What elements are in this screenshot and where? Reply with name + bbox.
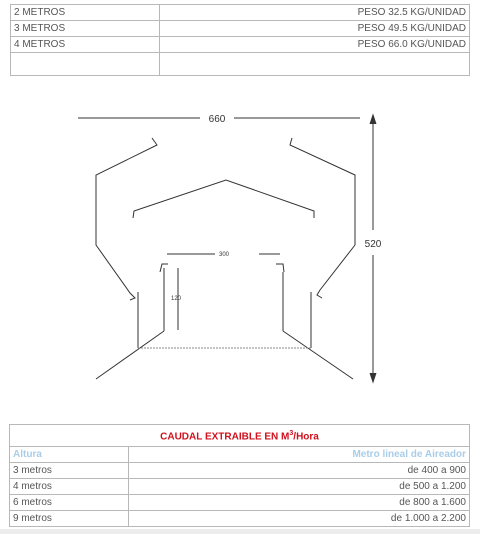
right-inner-flange [276, 264, 284, 272]
weight-cell: PESO 32.5 KG/UNIDAD [160, 5, 470, 21]
height-label: 520 [364, 239, 382, 250]
table-row [11, 21, 470, 37]
range-cell: de 400 a 900 [129, 463, 470, 479]
table-row-empty [11, 53, 470, 76]
inner-height-label: 120 [170, 296, 182, 302]
left-outer-wall [96, 138, 157, 300]
flow-capacity-table [9, 424, 470, 527]
roof-deflector [133, 180, 314, 218]
header-altura: Altura [10, 447, 129, 463]
arrow-up-icon [370, 115, 376, 124]
length-cell: 4 METROS [11, 37, 160, 53]
weight-cell: PESO 66.0 KG/UNIDAD [160, 37, 470, 53]
empty-cell [160, 53, 470, 76]
table-header-row [10, 447, 470, 463]
arrow-down-icon [370, 373, 376, 382]
weight-cell: PESO 49.5 KG/UNIDAD [160, 21, 470, 37]
page-bottom-divider [0, 529, 480, 534]
table-title [10, 425, 470, 447]
height-cell: 4 metros [10, 479, 129, 495]
length-cell: 3 METROS [11, 21, 160, 37]
length-cell: 2 METROS [11, 5, 160, 21]
width-label: 660 [208, 114, 226, 125]
height-cell: 9 metros [10, 511, 129, 527]
table-row [11, 5, 470, 21]
right-lower-wall [283, 331, 353, 379]
weights-table [10, 4, 470, 76]
right-outer-wall [290, 138, 355, 298]
ventilator-cross-section-drawing [0, 105, 480, 395]
range-cell: de 800 a 1.600 [129, 495, 470, 511]
empty-cell [11, 53, 160, 76]
table-row [10, 463, 470, 479]
table-row [11, 37, 470, 53]
header-metro-lineal: Metro lineal de Aireador [129, 447, 470, 463]
table-title-row [10, 425, 470, 447]
table-row [10, 479, 470, 495]
height-cell: 3 metros [10, 463, 129, 479]
title-tail: /Hora [293, 431, 319, 443]
table-row [10, 495, 470, 511]
inner-width-label: 300 [218, 252, 230, 258]
table-row [10, 511, 470, 527]
height-cell: 6 metros [10, 495, 129, 511]
range-cell: de 500 a 1.200 [129, 479, 470, 495]
title-superscript: 3 [289, 430, 294, 437]
range-cell: de 1.000 a 2.200 [129, 511, 470, 527]
title-text: CAUDAL EXTRAIBLE EN M [160, 431, 290, 443]
left-lower-wall [96, 331, 164, 379]
